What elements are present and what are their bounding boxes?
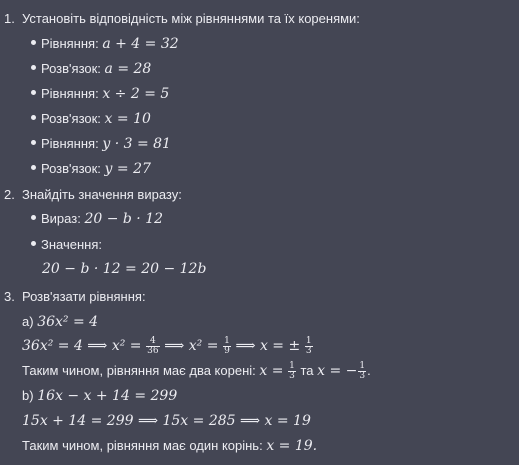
section-number: 3.: [4, 289, 15, 304]
list-item: [31, 135, 171, 153]
bullet-icon: [31, 40, 36, 45]
expression-label: Вираз:: [41, 211, 81, 226]
fraction: $\frac{1}{3}$: [289, 361, 295, 382]
part-b-equation: [22, 387, 177, 405]
bullet-icon: [31, 241, 36, 246]
conclusion-text: Таким чином, рівняння має один корінь:: [22, 438, 263, 453]
item-label: Розв'язок:: [41, 161, 101, 176]
section-number: 1.: [4, 11, 15, 26]
item-math: a = 28: [104, 61, 152, 77]
list-item: [31, 85, 169, 103]
list-item: [31, 35, 179, 53]
part-a-conclusion: Таким чином, рівняння має два корені: x = $\frac{1}{3}$ та x = − $\frac{1}{3}$ .: [22, 361, 371, 382]
item-label: Розв'язок:: [41, 61, 101, 76]
conclusion-text: Таким чином, рівняння має два корені:: [22, 363, 256, 378]
part-b-steps: 15x + 14 = 299 ⟹ 15x = 285 ⟹ x = 19: [22, 413, 311, 429]
bullet-icon: [31, 115, 36, 120]
fraction: $\frac{1}{3}$: [359, 361, 366, 382]
item-label: Рівняння:: [41, 86, 99, 101]
fraction: $\frac{1}{9}$: [224, 336, 230, 357]
item-math: y = 27: [104, 161, 151, 177]
list-item: [31, 60, 151, 78]
list-item: [31, 236, 102, 254]
value-math: 20 − b · 12 = 20 − 12b: [42, 261, 207, 277]
item-math: y · 3 = 81: [102, 136, 171, 152]
section-number: 2.: [4, 187, 15, 202]
section-title: Знайдіть значення виразу:: [22, 187, 182, 202]
bullet-icon: [31, 90, 36, 95]
bullet-icon: [31, 215, 36, 220]
item-math: a + 4 = 32: [102, 36, 179, 52]
fraction: $\frac{1}{3}$: [305, 336, 312, 357]
step-math: 36x² = 4 ⟹ x² =: [22, 338, 142, 354]
section-title: Розв'язати рівняння:: [22, 289, 146, 304]
item-label: Рівняння:: [41, 136, 99, 151]
fraction: $\frac{4}{36}$: [147, 336, 159, 357]
bullet-icon: [31, 140, 36, 145]
part-label: b): [22, 388, 34, 403]
part-b-conclusion: Таким чином, рівняння має один корінь: x = 19.: [22, 438, 318, 454]
equation-math: 36x² = 4: [37, 314, 99, 330]
bullet-icon: [31, 165, 36, 170]
part-a-steps: [22, 337, 314, 356]
list-item: [31, 210, 163, 228]
section-title: Установіть відповідність між рівняннями та їх коренями:: [22, 11, 360, 26]
expression-math: 20 − b · 12: [84, 211, 164, 227]
step-math: ⟹ x² =: [164, 338, 219, 354]
item-math: x = 10: [104, 111, 151, 127]
part-label: a): [22, 314, 34, 329]
list-item: [31, 160, 151, 178]
part-a-equation: [22, 313, 98, 331]
list-item: [31, 110, 151, 128]
step-math: ⟹ x = ±: [235, 338, 301, 354]
value-label: Значення:: [41, 237, 102, 252]
equation-math: 16x − x + 14 = 299: [37, 388, 178, 404]
item-label: Рівняння:: [41, 36, 99, 51]
item-label: Розв'язок:: [41, 111, 101, 126]
bullet-icon: [31, 65, 36, 70]
item-math: x ÷ 2 = 5: [102, 86, 170, 102]
